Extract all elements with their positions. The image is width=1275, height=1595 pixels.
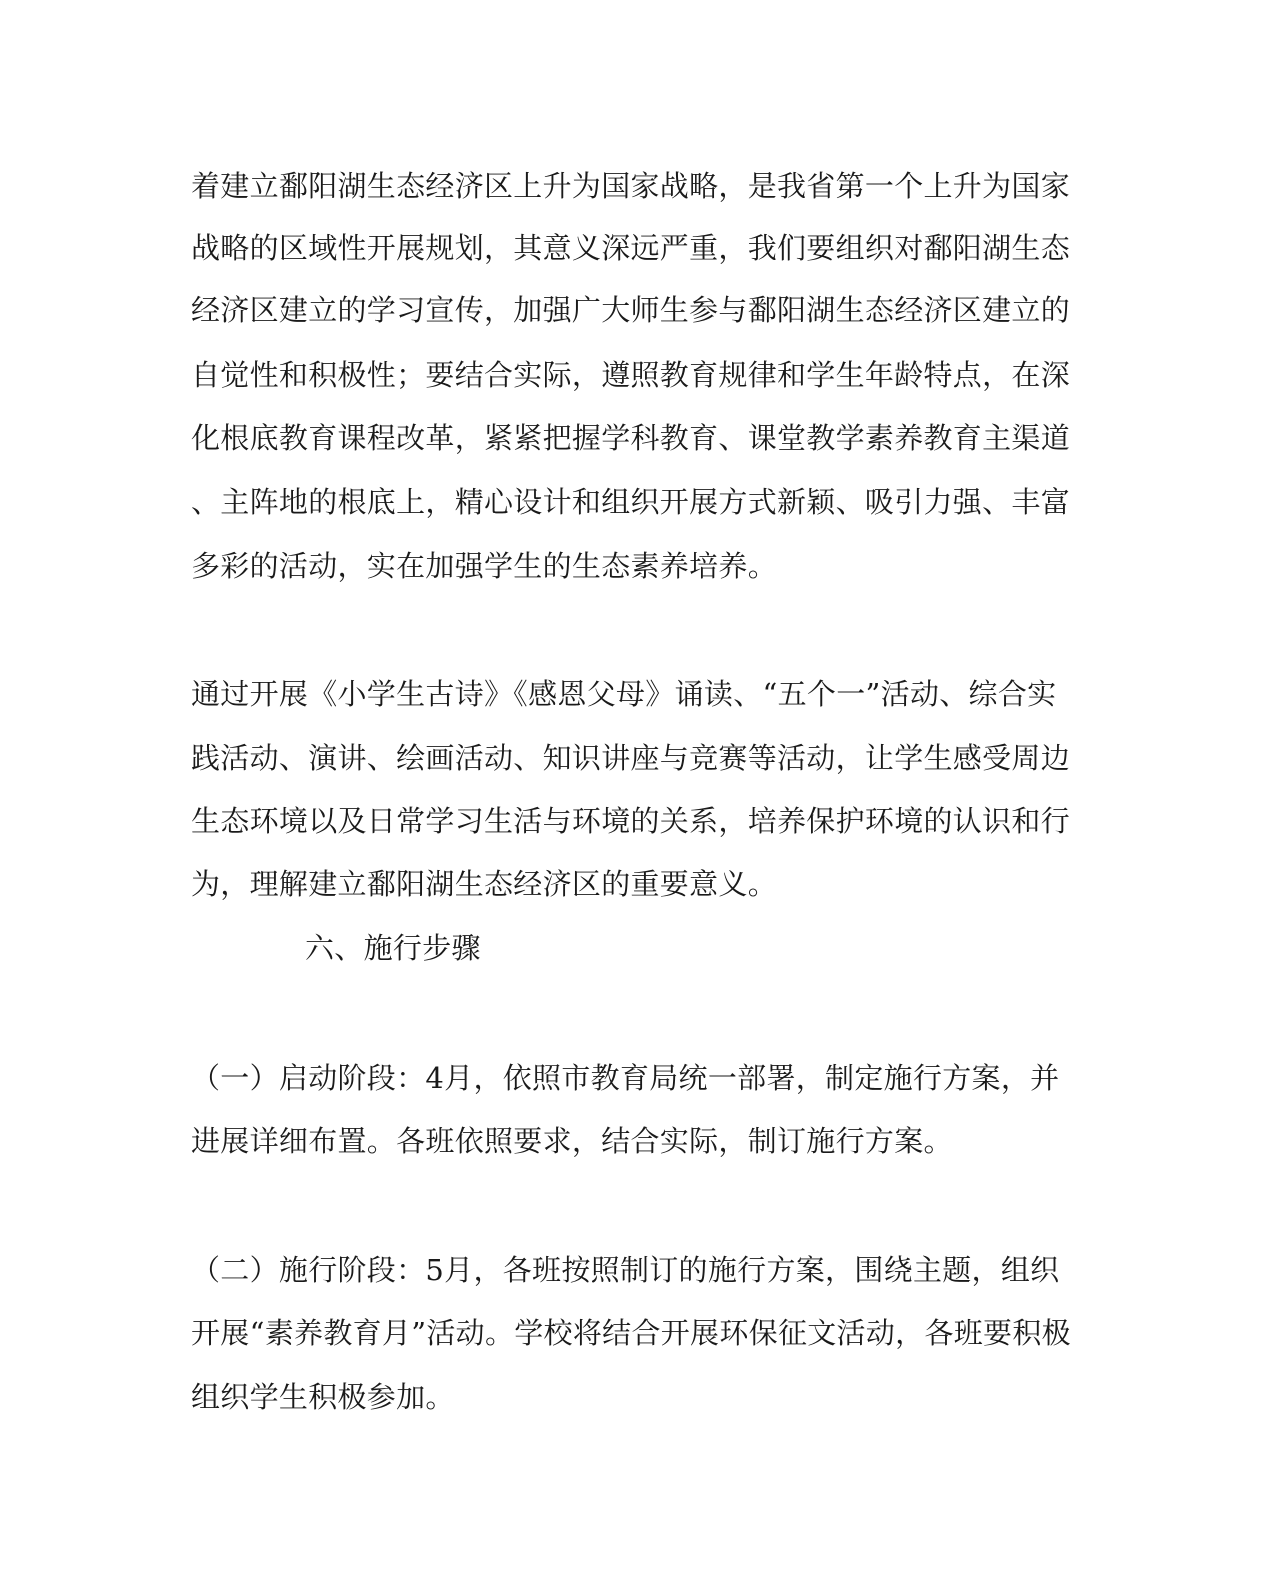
text-line: 生态环境以及日常学习生活与环境的关系，培养保护环境的认识和行	[191, 804, 1071, 838]
section-heading: 六、施行步骤	[305, 931, 481, 965]
text-line: 多彩的活动，实在加强学生的生态素养培养。	[191, 549, 778, 583]
text-line: 为，理解建立鄱阳湖生态经济区的重要意义。	[191, 867, 778, 901]
text-line: （一）启动阶段：4月，依照市教育局统一部署，制定施行方案，并	[191, 1061, 1060, 1095]
text-line: 自觉性和积极性；要结合实际，遵照教育规律和学生年龄特点，在深	[191, 358, 1071, 392]
text-line: 进展详细布置。各班依照要求，结合实际，制订施行方案。	[191, 1124, 953, 1158]
text-line: 、主阵地的根底上，精心设计和组织开展方式新颖、吸引力强、丰富	[191, 485, 1071, 519]
text-line: 经济区建立的学习宣传，加强广大师生参与鄱阳湖生态经济区建立的	[191, 293, 1071, 327]
text-line: 组织学生积极参加。	[191, 1380, 455, 1414]
text-line: 着建立鄱阳湖生态经济区上升为国家战略，是我省第一个上升为国家	[191, 169, 1071, 203]
text-line: 化根底教育课程改革，紧紧把握学科教育、课堂教学素养教育主渠道	[191, 421, 1071, 455]
text-line: 开展“素养教育月”活动。学校将结合开展环保征文活动，各班要积极	[191, 1316, 1071, 1350]
text-line: 通过开展《小学生古诗》《感恩父母》诵读、“五个一”活动、综合实	[191, 677, 1057, 711]
text-line: 践活动、演讲、绘画活动、知识讲座与竞赛等活动，让学生感受周边	[191, 741, 1071, 775]
text-line: 战略的区域性开展规划，其意义深远严重，我们要组织对鄱阳湖生态	[191, 231, 1071, 265]
text-line: （二）施行阶段：5月，各班按照制订的施行方案，围绕主题，组织	[191, 1253, 1060, 1287]
